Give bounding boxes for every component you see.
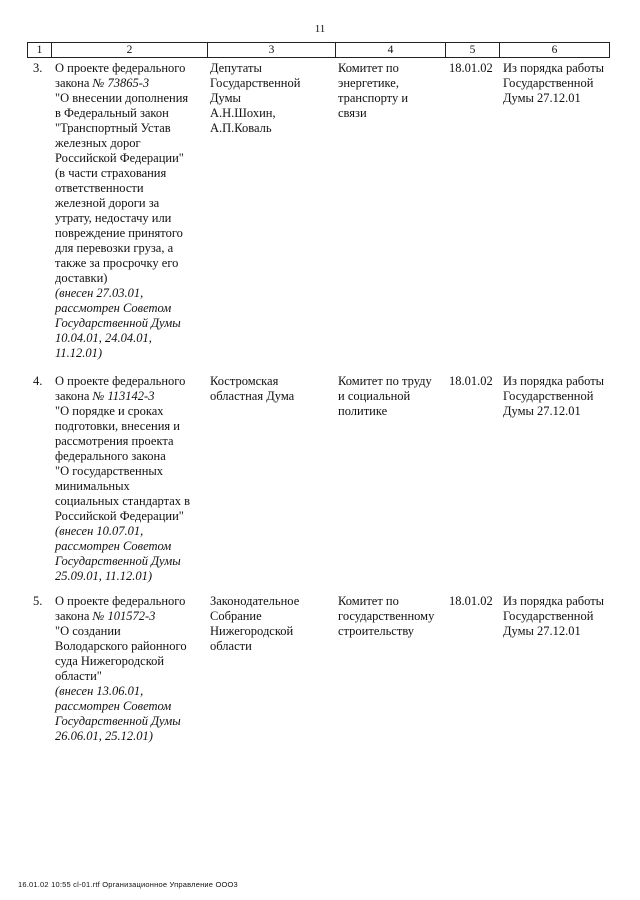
column-header-table: [27, 42, 610, 58]
responsible-committee: Комитет по государственному строительству: [338, 594, 435, 638]
column-header-6: 6: [500, 43, 610, 58]
page-number: 11: [314, 23, 326, 35]
row-number: 4.: [33, 374, 43, 388]
responsible-committee: Комитет по труду и социальной политике: [338, 374, 432, 418]
bill-subject: О проекте федерального закона: [55, 594, 186, 623]
column-header-row: [28, 43, 610, 58]
bill-title: "О порядке и сроках подготовки, внесения и рассмотрения проекта федерального закона "О государственных минимальных социальных стандартах в Российской Федерации": [55, 404, 191, 523]
column-header-1: 1: [28, 43, 52, 58]
bill-author: Депутаты Государственной Думы А.Н.Шохин, А.П.Коваль: [210, 61, 301, 135]
bill-note: (внесен 13.06.01, рассмотрен Советом Государственной Думы 26.06.01, 25.12.01): [55, 684, 181, 743]
bill-subject: О проекте федерального закона: [55, 374, 186, 403]
bill-title: "О внесении дополнения в Федеральный закон "Транспортный Устав железных дорог Российской Федерации" (в части страхования ответственности железной дороги за утрату, недостачу или повреждение принятого для перевозки груза, а также за просрочку его доставки): [55, 91, 189, 285]
bill-description: [55, 374, 205, 584]
decision-date: 18.01.02: [449, 374, 493, 388]
bill-description: [55, 594, 205, 744]
bill-note: (внесен 27.03.01, рассмотрен Советом Государственной Думы 10.04.01, 24.04.01, 11.12.01): [55, 286, 181, 360]
bill-author: Законодательное Собрание Нижегородской области: [210, 594, 300, 653]
bill-description: [55, 61, 205, 361]
decision-result: Из порядка работы Государственной Думы 27.12.01: [503, 61, 605, 105]
bill-subject: О проекте федерального закона: [55, 61, 186, 90]
bill-note: (внесен 10.07.01, рассмотрен Советом Государственной Думы 25.09.01, 11.12.01): [55, 524, 181, 583]
bill-number: № 73865-3: [92, 76, 150, 90]
decision-date: 18.01.02: [449, 594, 493, 608]
bill-title: "О создании Володарского районного суда Нижегородской области": [55, 624, 187, 683]
decision-result: Из порядка работы Государственной Думы 27.12.01: [503, 374, 605, 418]
bill-number: № 113142-3: [92, 389, 155, 403]
column-header-3: 3: [208, 43, 336, 58]
decision-date: 18.01.02: [449, 61, 493, 75]
bill-author: Костромская областная Дума: [210, 374, 295, 403]
bill-number: № 101572-3: [92, 609, 156, 623]
row-number: 5.: [33, 594, 43, 608]
column-header-2: 2: [52, 43, 208, 58]
column-header-5: 5: [446, 43, 500, 58]
row-number: 3.: [33, 61, 43, 75]
column-header-4: 4: [336, 43, 446, 58]
decision-result: Из порядка работы Государственной Думы 27.12.01: [503, 594, 605, 638]
responsible-committee: Комитет по энергетике, транспорту и связи: [338, 61, 409, 120]
document-footer: 16.01.02 10:55 cl-01.rtf Организационное Управление ООО3: [18, 880, 238, 889]
